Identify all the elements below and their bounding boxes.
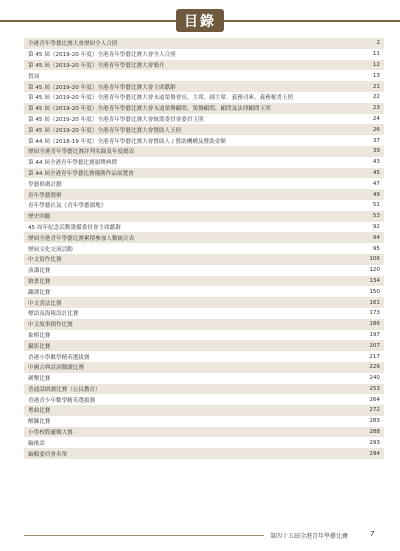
toc-row[interactable]: [24, 222, 384, 233]
toc-entry-page: 45: [372, 169, 380, 176]
toc-entry-title: 普通話朗讀比賽（公民教育）: [28, 386, 101, 393]
toc-row[interactable]: [24, 189, 384, 200]
toc-entry-title: 45 周年紀念活動籌備委員會主席獻辭: [28, 224, 121, 231]
toc-row[interactable]: [24, 114, 384, 125]
toc-entry-page: 120: [369, 267, 380, 274]
toc-entry-title: 第 44 屆全港青年學藝比賽頒獎典禮: [28, 160, 117, 167]
toc-entry-title: 歷屆文化交流活動: [28, 246, 73, 253]
toc-row[interactable]: [24, 38, 384, 49]
toc-entry-title: 中文寫作比賽: [28, 257, 62, 264]
toc-entry-title: 劍擊比賽: [28, 376, 51, 383]
toc-entry-page: 197: [369, 331, 380, 338]
toc-entry-title: 演講比賽: [28, 268, 51, 275]
toc-entry-title: 第 45 屆（2019-20 年度）全港青年學藝比賽大會全人合照: [28, 52, 176, 59]
toc-entry-title: 第 45 屆（2019-20 年度）全港青年學藝比賽大會贊助人玉照: [28, 127, 182, 134]
toc-entry-page: 49: [372, 191, 380, 198]
toc-entry-page: 253: [369, 385, 380, 392]
toc-row[interactable]: [24, 211, 384, 222]
toc-entry-page: 12: [372, 61, 380, 68]
toc-row[interactable]: [24, 394, 384, 405]
toc-entry-page: 150: [369, 288, 380, 295]
toc-entry-page: 283: [369, 418, 380, 425]
page-title: 目錄: [176, 9, 224, 32]
toc-row[interactable]: [24, 92, 384, 103]
toc-entry-page: 26: [372, 126, 380, 133]
toc-row[interactable]: [24, 168, 384, 179]
toc-entry-page: 23: [372, 105, 380, 112]
toc-entry-title: 粵曲比賽: [28, 408, 51, 415]
toc-entry-page: 21: [372, 83, 380, 90]
toc-row[interactable]: [24, 416, 384, 427]
toc-entry-title: 編後語: [28, 440, 45, 447]
toc-row[interactable]: [24, 70, 384, 81]
toc-entry-title: 香港小學數學精英選拔賽: [28, 354, 90, 361]
toc-entry-page: 226: [369, 364, 380, 371]
toc-entry-title: 第 45 屆（2019-20 年度）全港青年學藝比賽大會永遠榮譽會長、主席、副主席、義務司庫、義務秘書玉照: [28, 95, 294, 102]
toc-entry-page: 240: [369, 375, 380, 382]
toc-row[interactable]: [24, 330, 384, 341]
toc-entry-page: 186: [369, 321, 380, 328]
toc-row[interactable]: [24, 254, 384, 265]
toc-row[interactable]: [24, 362, 384, 373]
toc-entry-title: 中文書法比賽: [28, 300, 62, 307]
toc-entry-page: 161: [369, 299, 380, 306]
toc-entry-title: 青年學藝社及《青年學藝園地》: [28, 203, 107, 210]
toc-entry-title: 香港青少年數學精英選拔賽: [28, 397, 96, 404]
toc-entry-page: 293: [369, 439, 380, 446]
toc-entry-page: 288: [369, 429, 380, 436]
toc-row[interactable]: [24, 405, 384, 416]
toc-row[interactable]: [24, 60, 384, 71]
toc-entry-title: 攝影比賽: [28, 343, 51, 350]
toc-entry-page: 24: [372, 115, 380, 122]
toc-row[interactable]: [24, 157, 384, 168]
toc-entry-title: 第 45 屆（2019-20 年度）全港青年學藝比賽大會統籌委員會委員玉照: [28, 116, 204, 123]
toc-entry-page: 95: [372, 245, 380, 252]
toc-entry-title: 第 45 屆（2019-20 年度）全港青年學藝比賽大會永遠榮譽顧問、榮譽顧問、顧問及法律顧問玉照: [28, 106, 271, 113]
toc-entry-title: 編輯委員會名單: [28, 451, 68, 458]
footer-rule: [24, 535, 264, 536]
toc-entry-title: 中文故事創作比賽: [28, 322, 73, 329]
toc-entry-page: 2: [376, 40, 380, 47]
toc-entry-page: 106: [369, 256, 380, 263]
toc-row[interactable]: [24, 103, 384, 114]
toc-row[interactable]: [24, 351, 384, 362]
toc-row[interactable]: [24, 135, 384, 146]
toc-entry-title: 歷史回顧: [28, 214, 51, 221]
toc-row[interactable]: [24, 178, 384, 189]
toc-entry-title: 翻譯比賽: [28, 289, 51, 296]
toc-entry-page: 173: [369, 310, 380, 317]
toc-entry-page: 272: [369, 407, 380, 414]
toc-entry-title: 標語及海報設計比賽: [28, 311, 79, 318]
toc-entry-page: 13: [372, 72, 380, 79]
toc-entry-title: 賀詞: [28, 73, 40, 80]
toc-entry-page: 11: [372, 51, 380, 58]
toc-row[interactable]: [24, 200, 384, 211]
toc-entry-title: 中國古典詩詞閱讀比賽: [28, 365, 84, 372]
toc-row[interactable]: [24, 124, 384, 135]
toc-entry-title: 第 44 屆（2018-19 年度）全港青年學藝比賽大會贊助人 / 贊助機構及贊助金額: [28, 138, 226, 145]
toc-entry-title: 第 44 屆全港青年學藝比賽優勝作品展覽會: [28, 170, 134, 177]
toc-entry-title: 學藝推廣計劃: [28, 181, 62, 188]
toc-entry-page: 217: [369, 353, 380, 360]
toc-entry-page: 53: [372, 213, 380, 220]
toc-entry-title: 歷屆全港青年學藝比賽評判名錄及年度總表: [28, 149, 135, 156]
page-footer: [0, 530, 400, 542]
toc-row[interactable]: [24, 297, 384, 308]
toc-row[interactable]: [24, 373, 384, 384]
toc-entry-title: 第 45 屆（2019-20 年度）全港青年學藝比賽大會主席獻辭: [28, 84, 176, 91]
footer-page-number: 7: [370, 530, 375, 538]
toc-entry-title: 青年學藝徵聚: [28, 192, 62, 199]
table-of-contents: [24, 38, 384, 459]
toc-entry-page: 37: [372, 137, 380, 144]
toc-row[interactable]: [24, 81, 384, 92]
toc-row[interactable]: [24, 308, 384, 319]
toc-entry-title: 全港青年學藝比賽大會歷屆全人合照: [28, 41, 118, 48]
toc-entry-page: 294: [369, 450, 380, 457]
toc-entry-title: 第 45 屆（2019-20 年度）全港青年學藝比賽大會簡介: [28, 62, 165, 69]
toc-row[interactable]: [24, 384, 384, 395]
toc-entry-page: 22: [372, 94, 380, 101]
toc-entry-title: 歷屆全港青年學藝比賽累積參加人數統計表: [28, 235, 135, 242]
toc-row[interactable]: [24, 286, 384, 297]
toc-entry-title: 繪畫比賽: [28, 278, 51, 285]
toc-row[interactable]: [24, 49, 384, 60]
page-header: [0, 0, 400, 36]
toc-row[interactable]: [24, 276, 384, 287]
toc-row[interactable]: [24, 243, 384, 254]
toc-entry-page: 43: [372, 159, 380, 166]
toc-row[interactable]: [24, 232, 384, 243]
toc-entry-title: 小學校際邏輯大賽: [28, 430, 73, 437]
toc-row[interactable]: [24, 340, 384, 351]
toc-row[interactable]: [24, 319, 384, 330]
toc-entry-page: 39: [372, 148, 380, 155]
toc-entry-page: 134: [369, 277, 380, 284]
toc-row[interactable]: [24, 448, 384, 459]
toc-entry-title: 象棋比賽: [28, 332, 51, 339]
toc-entry-page: 92: [372, 223, 380, 230]
toc-entry-page: 47: [372, 180, 380, 187]
toc-entry-page: 51: [372, 202, 380, 209]
footer-title: 第四十五屆全港青年學藝比賽: [270, 533, 349, 540]
toc-entry-page: 94: [372, 234, 380, 241]
toc-entry-page: 207: [369, 342, 380, 349]
toc-entry-title: 醒獅比賽: [28, 419, 51, 426]
toc-entry-page: 264: [369, 396, 380, 403]
toc-row[interactable]: [24, 437, 384, 448]
toc-row[interactable]: [24, 146, 384, 157]
toc-row[interactable]: [24, 427, 384, 438]
toc-row[interactable]: [24, 265, 384, 276]
